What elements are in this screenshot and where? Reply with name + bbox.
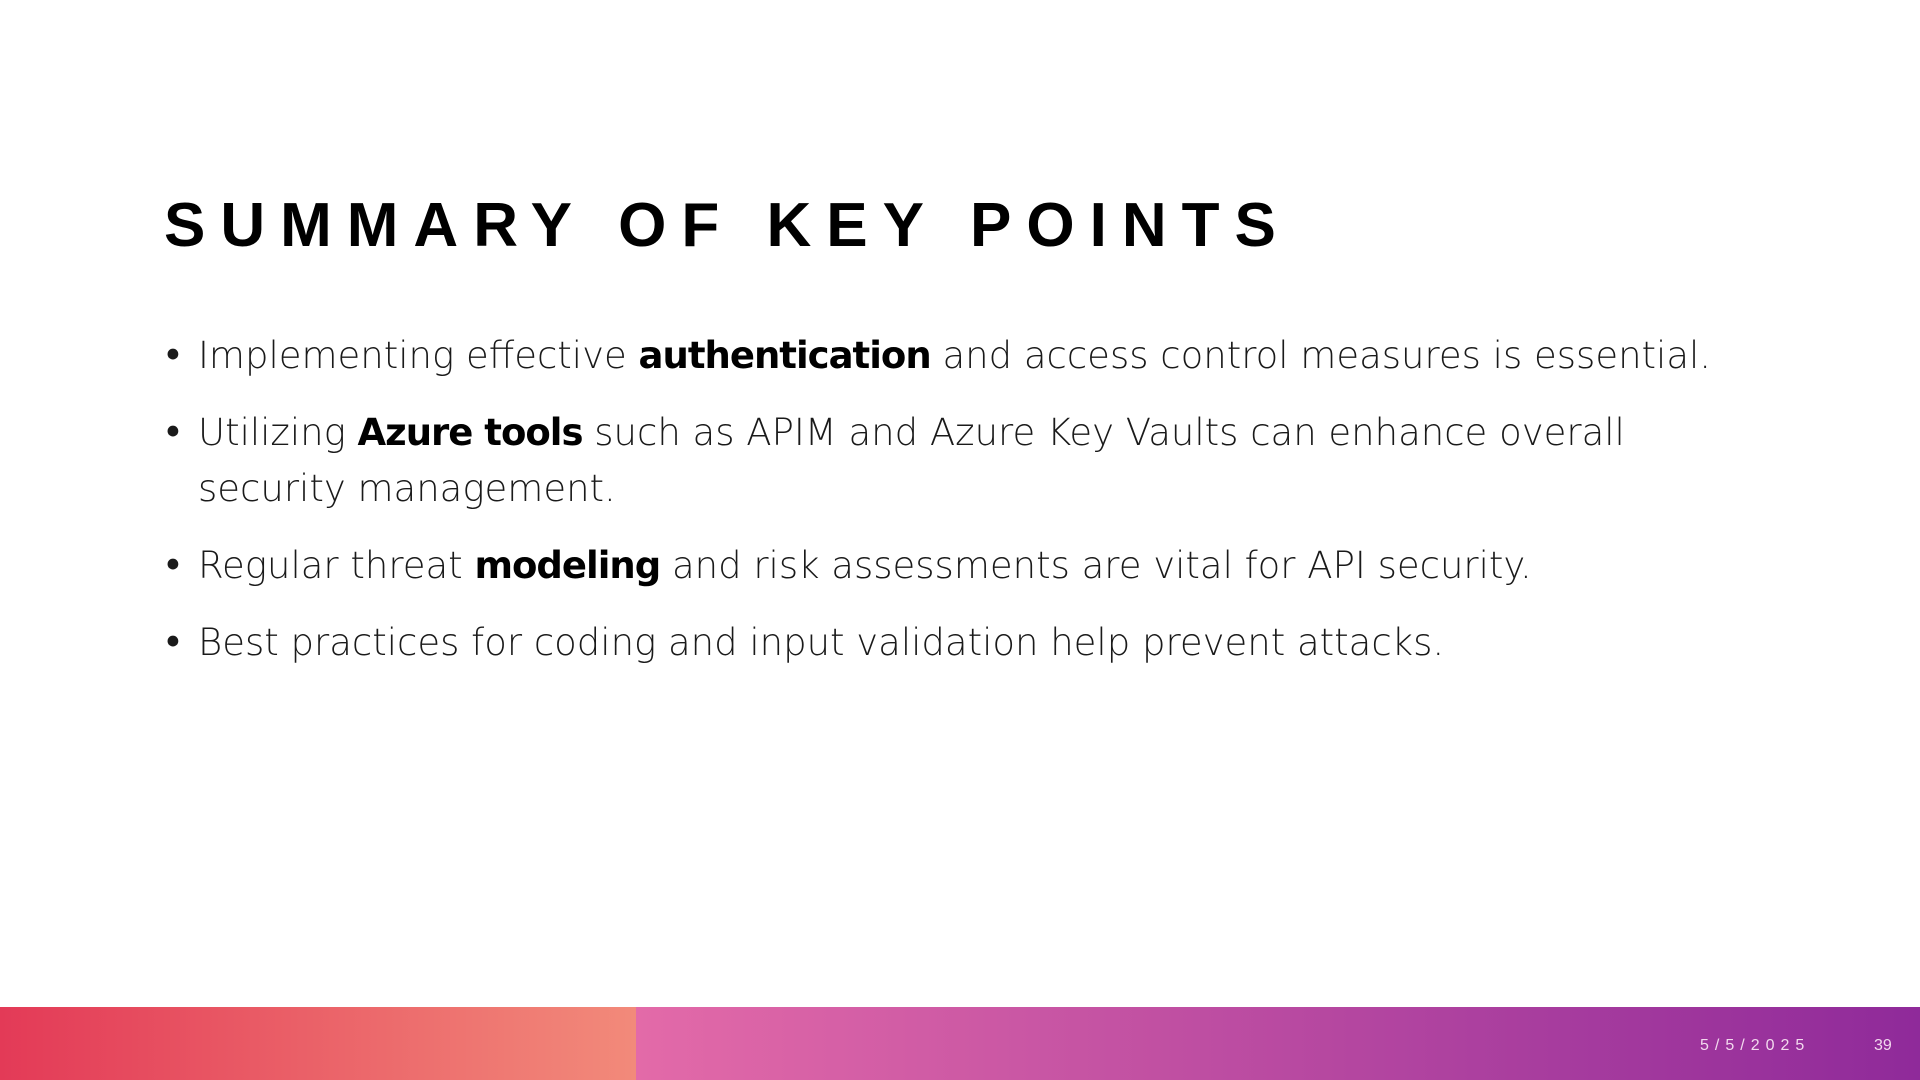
bullet-text: Best practices for coding and input validation help prevent attacks. — [198, 621, 1445, 664]
bullet-text: and access control measures is essential. — [930, 334, 1712, 377]
bullet-dot-icon: • — [162, 411, 184, 454]
bullet-emphasis: modeling — [474, 544, 661, 587]
bullet-item — [162, 538, 1722, 594]
bullet-emphasis: Azure tools — [357, 411, 583, 454]
slide-title: SUMMARY OF KEY POINTS — [164, 191, 1291, 260]
bullet-dot-icon: • — [162, 621, 184, 664]
bullet-dot-icon: • — [162, 334, 184, 377]
page-number: 39 — [1874, 1037, 1892, 1054]
bullet-emphasis: authentication — [638, 334, 931, 377]
bullet-list — [162, 328, 1722, 692]
bullet-text: Implementing effective — [198, 334, 639, 377]
footer-bar — [0, 1007, 1920, 1080]
bullet-item — [162, 405, 1722, 517]
footer-date: 5/5/2025 — [1700, 1037, 1811, 1054]
bullet-item — [162, 328, 1722, 384]
bullet-text: Utilizing — [198, 411, 358, 454]
bullet-text: such as APIM and Azure Key Vaults can enhance overall security management. — [198, 411, 1625, 510]
footer-accent-left — [0, 1007, 636, 1080]
bullet-text: Regular threat — [198, 544, 475, 587]
bullet-item — [162, 615, 1722, 671]
bullet-dot-icon: • — [162, 544, 184, 587]
bullet-text: and risk assessments are vital for API security. — [660, 544, 1532, 587]
